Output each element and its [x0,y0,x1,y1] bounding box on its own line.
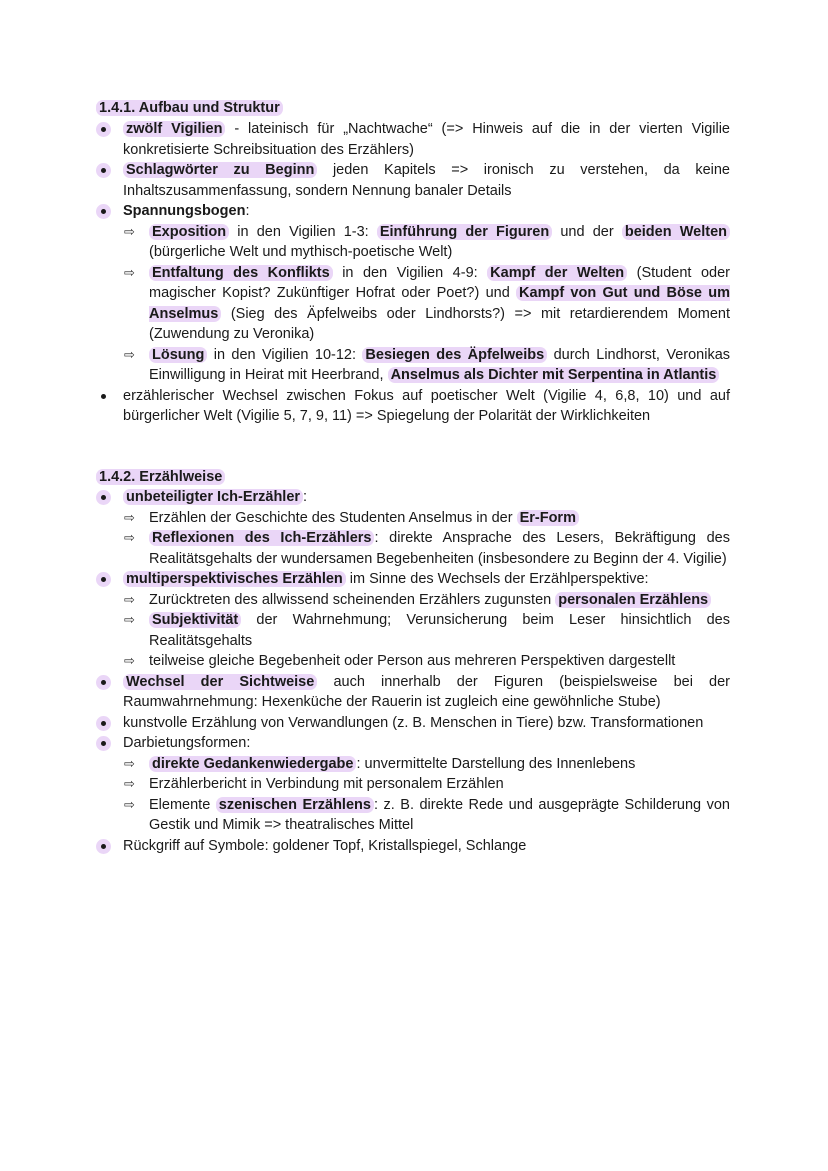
list-item: Spannungsbogen: ⇨ Exposition in den Vigilien 1-3: Einführung der Figuren und der beiden Welten (bürgerliche Welt und mythisch-poetische Welt) ⇨ Entfaltung des Konflikts in den Vigilien 4-9: Kampf der Welten (Student oder magischer Kopist? Zukünftiger Hofrat oder Poet?) und Kampf von Gut und Böse um Anselmus (Sieg des Äpfelweibs oder Lindhorsts?) => mit retardierendem Moment (Zuwendung zu Veronika) ⇨ Lösung in den Vigilien 10-12: Besiegen des Äpfelweibs durch Lindhorst, Veronikas Einwilligung in Heirat mit Heerbrand, Anselmus als Dichter mit Serpentina in Atlantis [96,201,730,386]
arrow-right-icon: ⇨ [124,346,135,362]
list-item: zwölf Vigilien - lateinisch für „Nachtwache“ (=> Hinweis auf die in der vierten Vigilie konkretisierte Schreibsituation des Erzählers) [96,119,730,160]
sub-list-item: ⇨ Exposition in den Vigilien 1-3: Einführung der Figuren und der beiden Welten (bürgerliche Welt und mythisch-poetische Welt) [123,222,730,263]
list-item: Schlagwörter zu Beginn jeden Kapitels => ironisch zu verstehen, da keine Inhaltszusammenfassung, sondern Nennung banaler Details [96,160,730,201]
sub-list-item: ⇨ Zurücktreten des allwissend scheinenden Erzählers zugunsten personalen Erzählens [123,590,730,611]
bullet-icon [96,122,111,137]
arrow-right-icon: ⇨ [124,612,135,627]
arrow-right-icon: ⇨ [124,223,135,239]
section2-list [96,487,730,856]
sub-list-item: ⇨ Entfaltung des Konflikts in den Vigilien 4-9: Kampf der Welten (Student oder magischer Kopist? Zukünftiger Hofrat oder Poet?) und Kampf von Gut und Böse um Anselmus (Sieg des Äpfelweibs oder Lindhorsts?) => mit retardierendem Moment (Zuwendung zu Veronika) [124,264,730,342]
arrow-right-icon: ⇨ [124,509,135,525]
sub-list-item: ⇨ Reflexionen des Ich-Erzählers : direkte Ansprache des Lesers, Bekräftigung des Realitätsgehalts der wundersamen Begebenheiten (insbesondere zu Beginn der 4. Vigilie) [124,530,730,567]
sub-list-item: ⇨ Lösung in den Vigilien 10-12: Besiegen des Äpfelweibs durch Lindhorst, Veronikas Einwilligung in Heirat mit Heerbrand, Anselmus als Dichter mit Serpentina in Atlantis [124,346,731,383]
list-item: Darbietungsformen: ⇨ direkte Gedankenwiedergabe : unvermittelte Darstellung des Innenlebens ⇨ Erzählerbericht in Verbindung mit personalem Erzählen ⇨ Elemente szenischen Erzählens : z. B. direkte Rede und ausgeprägte Schilderung von Gestik und Mimik => theatralisches Mittel [96,733,730,836]
sub-list-item: ⇨ Subjektivität der Wahrnehmung; Verunsicherung beim Leser hinsichtlich des Realitätsgehalts [124,612,730,649]
arrow-right-icon: ⇨ [124,755,135,771]
arrow-right-icon: ⇨ [124,653,135,668]
sub-list-item: ⇨ teilweise gleiche Begebenheit oder Person aus mehreren Perspektiven dargestellt [123,651,730,672]
section1-list [96,119,730,427]
section-heading-aufbau: 1.4.1. Aufbau und Struktur [96,98,283,119]
bullet-icon [96,716,111,731]
list-item: kunstvolle Erzählung von Verwandlungen (z. B. Menschen in Tiere) bzw. Transformationen [96,713,730,734]
sub-list [123,590,730,672]
list-item: unbeteiligter Ich-Erzähler : ⇨ Erzählen der Geschichte des Studenten Anselmus in der Er-Form ⇨ Reflexionen des Ich-Erzählers : direkte Ansprache des Lesers, Bekräftigung des Realitätsgehalts der wundersamen Begebenheiten (insbesondere zu Beginn der 4. Vigilie) [96,487,730,569]
bullet-icon [96,490,111,505]
arrow-right-icon: ⇨ [124,530,135,545]
arrow-right-icon: ⇨ [124,776,135,791]
sub-list-item: ⇨ Erzählerbericht in Verbindung mit personalem Erzählen [123,774,730,795]
bullet-icon [96,736,111,751]
sub-list [123,754,730,836]
arrow-right-icon: ⇨ [124,591,135,607]
bullet-icon [96,204,111,219]
sub-list [123,508,730,570]
arrow-right-icon: ⇨ [124,264,135,280]
sub-list-item: ⇨ Erzählen der Geschichte des Studenten Anselmus in der Er-Form [123,508,730,529]
section-heading-erzaehlweise: 1.4.2. Erzählweise [96,467,225,488]
bullet-icon [96,572,111,587]
sub-list-item: ⇨ Elemente szenischen Erzählens : z. B. direkte Rede und ausgeprägte Schilderung von Gestik und Mimik => theatralisches Mittel [124,796,730,833]
bullet-icon [96,675,111,690]
bullet-icon [96,839,111,854]
list-item: multiperspektivisches Erzählen im Sinne des Wechsels der Erzählperspektive: ⇨ Zurücktreten des allwissend scheinenden Erzählers zugunsten personalen Erzählens ⇨ Subjektivität der Wahrnehmung; Verunsicherung beim Leser hinsichtlich des Realitätsgehalts ⇨ teilweise gleiche Begebenheit oder Person aus mehreren Perspektiven dargestellt [96,569,730,672]
sub-list [123,222,730,386]
bullet-icon [96,163,111,178]
sub-list-item: ⇨ direkte Gedankenwiedergabe : unvermittelte Darstellung des Innenlebens [123,754,730,775]
list-item: Wechsel der Sichtweise auch innerhalb der Figuren (beispielsweise bei der Raumwahrnehmung: Hexenküche der Rauerin ist zugleich eine gewöhnliche Stube) [96,672,730,713]
arrow-right-icon: ⇨ [124,796,135,812]
list-item: Rückgriff auf Symbole: goldener Topf, Kristallspiegel, Schlange [96,836,730,857]
list-item: erzählerischer Wechsel zwischen Fokus auf poetischer Welt (Vigilie 4, 6,8, 10) und auf bürgerlicher Welt (Vigilie 5, 7, 9, 11) => Spiegelung der Polarität der Wirklichkeiten [96,386,730,427]
bullet-icon [96,389,111,404]
